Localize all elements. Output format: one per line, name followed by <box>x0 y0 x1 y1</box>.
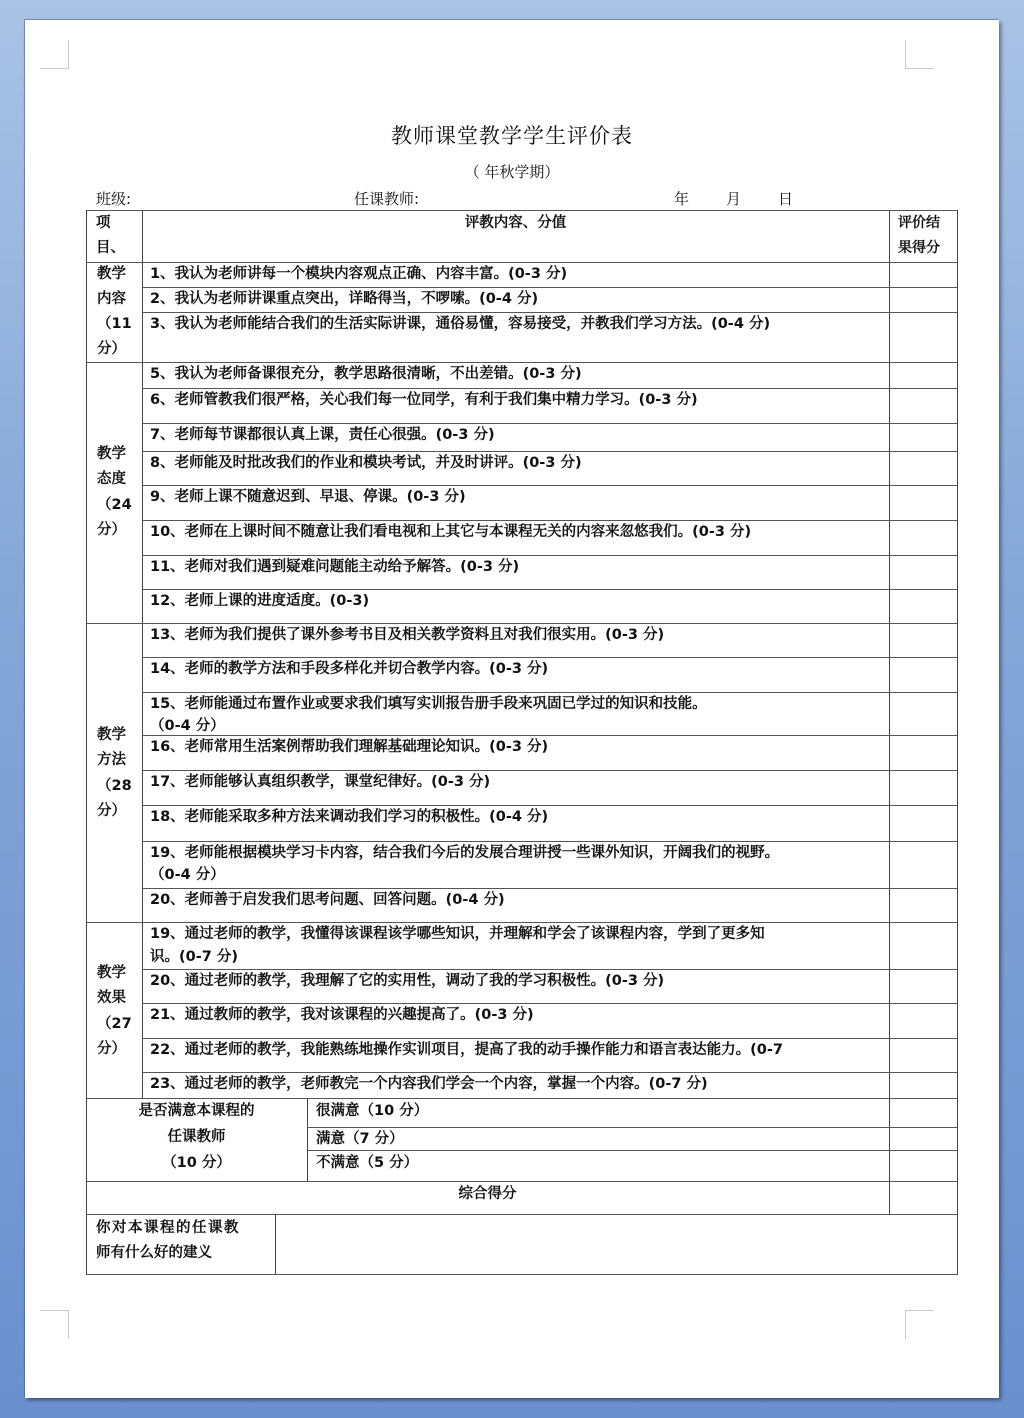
score-cell[interactable] <box>890 970 956 1002</box>
score-cell[interactable] <box>890 842 956 887</box>
day-label: 日 <box>778 190 794 208</box>
class-label: 班级: <box>96 190 132 208</box>
criterion-item: 8、老师能及时批改我们的作业和模块考试，并及时讲评。(0-3 分) <box>150 455 582 471</box>
section-label-line: 分） <box>97 522 126 538</box>
section-label-line: 内容 <box>97 291 126 307</box>
section-label-line: 分） <box>97 1041 126 1057</box>
score-cell[interactable] <box>890 1073 956 1097</box>
criterion-item: 17、老师能够认真组织教学，课堂纪律好。(0-3 分) <box>150 774 491 790</box>
satisfaction-label-line: 任课教师 <box>167 1129 226 1145</box>
score-cell[interactable] <box>890 263 956 286</box>
criterion-item: 6、老师管教我们很严格，关心我们每一位同学，有利于我们集中精力学习。(0-3 分) <box>150 392 698 408</box>
header-item-line2: 目、 <box>96 240 125 256</box>
score-cell[interactable] <box>890 486 956 519</box>
criterion-item: 10、老师在上课时间不随意让我们看电视和上其它与本课程无关的内容来忽悠我们。(0-3 分) <box>150 524 752 540</box>
criterion-item: 1、我认为老师讲每一个模块内容观点正确、内容丰富。(0-3 分) <box>150 266 568 282</box>
criterion-item: 7、老师每节课都很认真上课，责任心很强。(0-3 分) <box>150 427 495 443</box>
criterion-item: 20、通过老师的教学，我理解了它的实用性，调动了我的学习积极性。(0-3 分) <box>150 973 665 989</box>
suggestion-label-line: 师有什么好的建义 <box>96 1245 212 1261</box>
score-cell[interactable] <box>890 1039 956 1071</box>
year-label: 年 <box>674 190 690 208</box>
criterion-item: 12、老师上课的进度适度。(0-3) <box>150 593 370 609</box>
score-cell[interactable] <box>890 693 956 734</box>
criterion-item-continuation: （0-4 分） <box>150 867 225 883</box>
header-result-line1: 评价结 <box>898 215 940 231</box>
header-content: 评教内容、分值 <box>464 215 567 231</box>
section-label-line: （28 <box>97 778 132 794</box>
total-score-label: 综合得分 <box>458 1186 517 1202</box>
total-score-field[interactable] <box>890 1182 956 1213</box>
criterion-item: 20、老师善于启发我们思考问题、回答问题。(0-4 分) <box>150 892 505 908</box>
score-cell[interactable] <box>890 923 956 968</box>
satisfaction-label-line: （10 分） <box>162 1155 231 1171</box>
section-label-line: 方法 <box>97 752 126 768</box>
criterion-item-continuation: （0-4 分） <box>150 718 225 734</box>
criterion-item: 13、老师为我们提供了课外参考书目及相关教学资料且对我们很实用。(0-3 分) <box>150 627 665 643</box>
semester-subtitle: （ 年秋学期） <box>464 163 560 181</box>
score-cell[interactable] <box>890 1151 956 1180</box>
criterion-item: 16、老师常用生活案例帮助我们理解基础理论知识。(0-3 分) <box>150 739 549 755</box>
crop-mark-top-left <box>40 40 69 69</box>
criterion-item: 14、老师的教学方法和手段多样化并切合教学内容。(0-3 分) <box>150 661 549 677</box>
section-label-line: （24 <box>97 497 132 513</box>
score-cell[interactable] <box>890 1099 956 1126</box>
criterion-item: 11、老师对我们遇到疑难问题能主动给予解答。(0-3 分) <box>150 559 520 575</box>
score-cell[interactable] <box>890 889 956 921</box>
score-cell[interactable] <box>890 771 956 804</box>
score-cell[interactable] <box>890 1004 956 1037</box>
criterion-item: 9、老师上课不随意迟到、早退、停课。(0-3 分) <box>150 489 466 505</box>
suggestion-label-line: 你对本课程的任课教 <box>96 1220 240 1236</box>
section-label-line: 教学 <box>97 446 126 462</box>
criterion-item: 3、我认为老师能结合我们的生活实际讲课，通俗易懂，容易接受，并教我们学习方法。(0-4 分) <box>150 316 771 332</box>
criterion-item: 23、通过老师的教学，老师教完一个内容我们学会一个内容，掌握一个内容。(0-7 分) <box>150 1076 708 1092</box>
criterion-item: 19、通过老师的教学，我懂得该课程该学哪些知识，并理解和学会了该课程内容，学到了更多知 <box>150 926 765 942</box>
score-cell[interactable] <box>890 590 956 622</box>
score-cell[interactable] <box>890 424 956 450</box>
section-label-line: 态度 <box>97 471 126 487</box>
score-cell[interactable] <box>890 389 956 422</box>
header-result-line2: 果得分 <box>898 240 940 256</box>
satisfaction-option-very-satisfied[interactable]: 很满意（10 分） <box>316 1103 429 1119</box>
section-label-line: 教学 <box>97 727 126 743</box>
score-cell[interactable] <box>890 658 956 691</box>
criterion-item: 5、我认为老师备课很充分，教学思路很清晰，不出差错。(0-3 分) <box>150 366 582 382</box>
crop-mark-top-right <box>905 40 934 69</box>
criterion-item: 19、老师能根据模块学习卡内容，结合我们今后的发展合理讲授一些课外知识，开阔我们的视野。 <box>150 845 780 861</box>
month-label: 月 <box>726 190 742 208</box>
score-cell[interactable] <box>890 288 956 311</box>
satisfaction-option-unsatisfied[interactable]: 不满意（5 分） <box>316 1155 419 1171</box>
section-label-line: 效果 <box>97 990 126 1006</box>
score-cell[interactable] <box>890 1128 956 1149</box>
criterion-item: 21、通过教师的教学，我对该课程的兴趣提高了。(0-3 分) <box>150 1007 534 1023</box>
crop-mark-bottom-right <box>905 1310 934 1339</box>
section-label-line: 分） <box>97 803 126 819</box>
satisfaction-option-satisfied[interactable]: 满意（7 分） <box>316 1131 404 1147</box>
score-cell[interactable] <box>890 806 956 840</box>
crop-mark-bottom-left <box>40 1310 69 1339</box>
score-cell[interactable] <box>890 452 956 484</box>
satisfaction-label-line: 是否满意本课程的 <box>138 1103 255 1119</box>
criterion-item-continuation: 识。(0-7 分) <box>150 949 238 965</box>
score-cell[interactable] <box>890 363 956 387</box>
suggestion-field[interactable] <box>276 1215 956 1273</box>
score-cell[interactable] <box>890 556 956 588</box>
criterion-item: 18、老师能采取多种方法来调动我们学习的积极性。(0-4 分) <box>150 809 549 825</box>
score-cell[interactable] <box>890 521 956 554</box>
score-cell[interactable] <box>890 624 956 656</box>
section-label-line: （11 <box>97 316 132 332</box>
section-label-line: 分） <box>97 341 126 357</box>
document-title: 教师课堂教学学生评价表 <box>391 124 633 148</box>
criterion-item: 15、老师能通过布置作业或要求我们填写实训报告册手段来巩固已学过的知识和技能。 <box>150 696 707 712</box>
score-cell[interactable] <box>890 313 956 361</box>
section-label-line: 教学 <box>97 266 126 282</box>
criterion-item: 22、通过老师的教学，我能熟练地操作实训项目，提高了我的动手操作能力和语言表达能力。(0-7 <box>150 1042 783 1058</box>
section-label-line: 教学 <box>97 965 126 981</box>
criterion-item: 2、我认为老师讲课重点突出，详略得当，不啰嗦。(0-4 分) <box>150 291 539 307</box>
header-item-line1: 项 <box>96 215 111 231</box>
section-label-line: （27 <box>97 1016 132 1032</box>
teacher-label: 任课教师: <box>354 190 420 208</box>
score-cell[interactable] <box>890 736 956 769</box>
